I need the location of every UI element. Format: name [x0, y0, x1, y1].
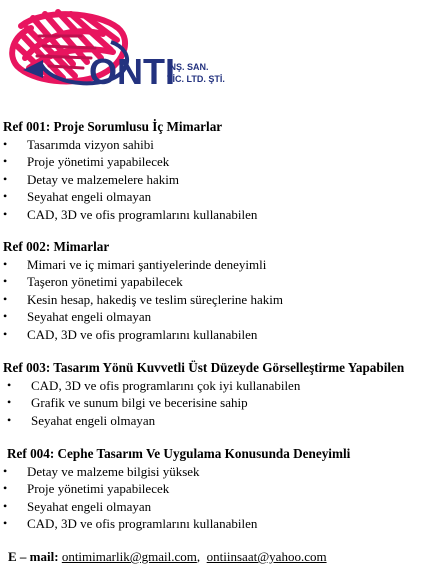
requirement-list	[3, 256, 443, 344]
section-title: Ref 002: Mimarlar	[3, 239, 110, 254]
list-item: • Taşeron yönetimi yapabilecek	[3, 273, 443, 291]
requirement-list	[3, 136, 443, 224]
logo-brand: ONTI	[89, 51, 175, 92]
list-item: • Grafik ve sunum bilgi ve becerisine sahip	[7, 394, 443, 412]
job-section-ref-004	[7, 445, 443, 533]
list-item: • Seyahat engeli olmayan	[7, 412, 443, 430]
job-section-ref-002	[3, 238, 443, 343]
list-item: • Proje yönetimi yapabilecek	[3, 480, 443, 498]
onti-logo-icon	[3, 6, 233, 94]
logo-tagline-1: İNŞ. SAN.	[167, 62, 209, 72]
list-item: • Seyahat engeli olmayan	[3, 308, 443, 326]
list-item: • Proje yönetimi yapabilecek	[3, 153, 443, 171]
list-item: • Mimari ve iç mimari şantiyelerinde deneyimli	[3, 256, 443, 274]
job-section-ref-001	[3, 118, 443, 223]
section-title: Ref 004: Cephe Tasarım Ve Uygulama Konusunda Deneyimli	[7, 446, 351, 461]
requirement-list	[3, 377, 443, 430]
list-item: • CAD, 3D ve ofis programlarını çok iyi kullanabilen	[7, 377, 443, 395]
section-title: Ref 001: Proje Sorumlusu İç Mimarlar	[3, 119, 223, 134]
list-item: • Tasarımda vizyon sahibi	[3, 136, 443, 154]
list-item: • CAD, 3D ve ofis programlarını kullanabilen	[3, 515, 443, 533]
company-logo	[3, 6, 233, 94]
job-section-ref-003	[3, 359, 443, 429]
email-label: E – mail:	[8, 549, 59, 564]
list-item: • CAD, 3D ve ofis programlarını kullanabilen	[3, 206, 443, 224]
email-link-gmail[interactable]: ontimimarlik@gmail.com	[61, 549, 197, 564]
email-separator: ,	[196, 549, 201, 564]
logo-tagline-2: TİC. LTD. ŞTİ.	[167, 74, 225, 84]
list-item: • Detay ve malzemelere hakim	[3, 171, 443, 189]
list-item: • Seyahat engeli olmayan	[3, 498, 443, 516]
contact-line	[8, 548, 327, 565]
list-item: • Seyahat engeli olmayan	[3, 188, 443, 206]
list-item: • CAD, 3D ve ofis programlarını kullanabilen	[3, 326, 443, 344]
list-item: • Kesin hesap, hakediş ve teslim süreçlerine hakim	[3, 291, 443, 309]
section-title: Ref 003: Tasarım Yönü Kuvvetli Üst Düzeyde Görselleştirme Yapabilen	[3, 360, 405, 375]
requirement-list	[3, 463, 443, 533]
email-link-yahoo[interactable]: ontiinsaat@yahoo.com	[206, 549, 327, 564]
list-item: • Detay ve malzeme bilgisi yüksek	[3, 463, 443, 481]
